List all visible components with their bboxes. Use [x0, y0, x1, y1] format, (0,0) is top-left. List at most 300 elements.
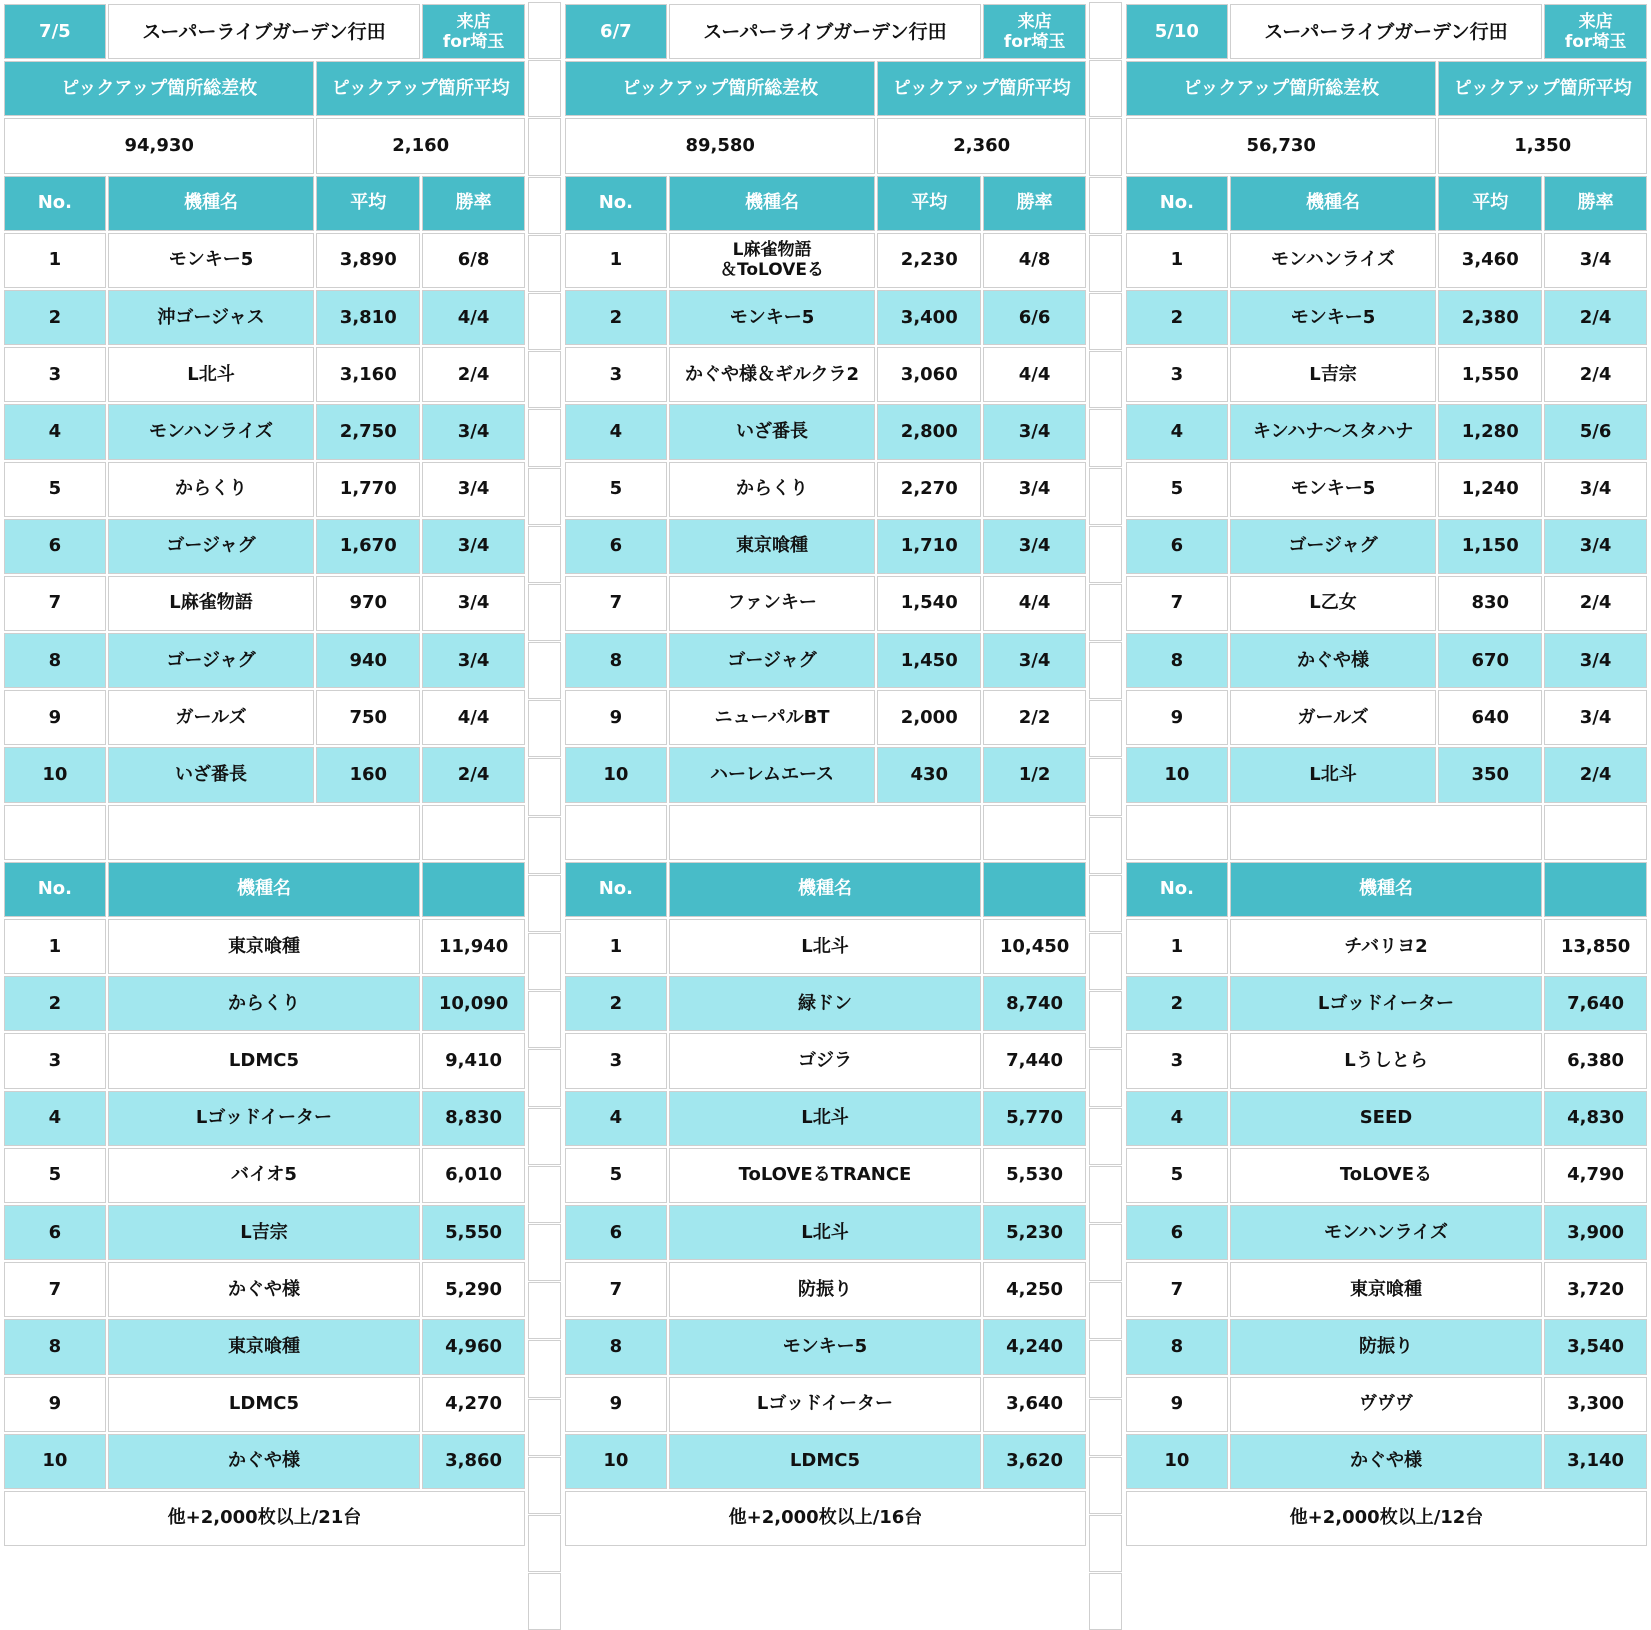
rank-number: 4: [4, 1091, 106, 1146]
col-no-header: No.: [565, 862, 667, 917]
report-panel-2: [563, 2, 1088, 1548]
top-machine-row: [1126, 1148, 1647, 1203]
separator-cell: [528, 1457, 561, 1514]
summary-value-row: [1126, 118, 1647, 173]
average-value: 970: [316, 576, 420, 631]
footer-row: [4, 1491, 525, 1546]
machine-name: かぐや様＆ギルクラ2: [669, 347, 876, 402]
win-rate: 3/4: [422, 633, 525, 688]
average-value: 2,800: [877, 404, 981, 459]
col-name-header: 機種名: [669, 862, 981, 917]
separator-cell: [528, 235, 561, 292]
machine-name: L吉宗: [1230, 347, 1437, 402]
empty-cell: [108, 805, 420, 860]
empty-cell: [1126, 805, 1228, 860]
machine-name: ゴジラ: [669, 1033, 981, 1088]
summary-label-row: [4, 61, 525, 116]
separator-cell: [528, 293, 561, 350]
payout-value: 3,140: [1544, 1434, 1647, 1489]
col-name-header: 機種名: [669, 176, 876, 231]
payout-value: 9,410: [422, 1033, 525, 1088]
event-line-1: 来店: [1017, 11, 1052, 32]
rank-number: 10: [4, 1434, 106, 1489]
win-rate: 2/4: [1544, 290, 1647, 345]
average-value: 430: [877, 747, 981, 802]
machine-name: ToLOVEる: [1230, 1148, 1542, 1203]
event-badge: [983, 4, 1086, 59]
average-value: 1,540: [877, 576, 981, 631]
payout-value: 3,720: [1544, 1262, 1647, 1317]
summary-label-row: [1126, 61, 1647, 116]
rank-number: 9: [4, 690, 106, 745]
ranking-row: [565, 347, 1086, 402]
machine-name: ニューパルBT: [669, 690, 876, 745]
payout-value: 3,540: [1544, 1319, 1647, 1374]
date-cell: 5/10: [1126, 4, 1228, 59]
rank-number: 8: [4, 1319, 106, 1374]
report-table: [1124, 2, 1649, 1548]
payout-value: 4,240: [983, 1319, 1086, 1374]
summary-value-row: [4, 118, 525, 173]
payout-value: 6,010: [422, 1148, 525, 1203]
top-machine-row: [1126, 1205, 1647, 1260]
average-value: 670: [1438, 633, 1542, 688]
ranking-row: [1126, 519, 1647, 574]
top-machine-row: [4, 1434, 525, 1489]
ranking-row: [565, 233, 1086, 288]
average-value: 3,160: [316, 347, 420, 402]
separator-cell: [528, 409, 561, 466]
separator-cell: [1089, 1224, 1122, 1281]
top-machine-row: [4, 1033, 525, 1088]
date-cell: 7/5: [4, 4, 106, 59]
separator-cell: [1089, 817, 1122, 874]
payout-value: 4,830: [1544, 1091, 1647, 1146]
machine-name: L北斗: [669, 919, 981, 974]
ranking-row: [1126, 633, 1647, 688]
machine-name: ゴージャグ: [1230, 519, 1437, 574]
rank-number: 6: [1126, 519, 1228, 574]
machine-name: L麻雀物語: [108, 576, 315, 631]
payout-value: 5,530: [983, 1148, 1086, 1203]
ranking-row: [4, 519, 525, 574]
win-rate: 3/4: [1544, 633, 1647, 688]
machine-name: チバリヨ2: [1230, 919, 1542, 974]
win-rate: 3/4: [1544, 519, 1647, 574]
rank-number: 4: [565, 1091, 667, 1146]
average-value: 3,060: [877, 347, 981, 402]
event-line-2: for埼玉: [1564, 31, 1627, 52]
empty-cell: [1230, 805, 1542, 860]
top-header-row: [1126, 862, 1647, 917]
machine-name: 東京喰種: [669, 519, 876, 574]
ranking-row: [565, 404, 1086, 459]
top-machine-row: [1126, 1033, 1647, 1088]
rank-number: 5: [4, 1148, 106, 1203]
average-value: 940: [316, 633, 420, 688]
header-row: [565, 4, 1086, 59]
machine-name: Lゴッドイーター: [669, 1377, 981, 1432]
rank-number: 8: [1126, 633, 1228, 688]
machine-name: Lうしとら: [1230, 1033, 1542, 1088]
col-avg-header: 平均: [316, 176, 420, 231]
top-header-row: [565, 862, 1086, 917]
empty-cell: [4, 805, 106, 860]
ranking-header-row: [565, 176, 1086, 231]
rank-number: 4: [1126, 404, 1228, 459]
separator-cell: [1089, 991, 1122, 1048]
separator-cell: [528, 1573, 561, 1630]
separator-cell: [1089, 642, 1122, 699]
average-value: 1,150: [1438, 519, 1542, 574]
rank-number: 10: [565, 747, 667, 802]
rank-number: 6: [1126, 1205, 1228, 1260]
footer-note: 他+2,000枚以上/21台: [4, 1491, 525, 1546]
separator-cell: [528, 118, 561, 175]
separator-cell: [528, 1166, 561, 1223]
machine-name: ToLOVEるTRANCE: [669, 1148, 981, 1203]
average-value: 2,380: [1438, 290, 1542, 345]
separator-cell: [1089, 60, 1122, 117]
machine-name: 東京喰種: [108, 919, 420, 974]
machine-name: ファンキー: [669, 576, 876, 631]
win-rate: 3/4: [422, 576, 525, 631]
separator-cell: [1089, 526, 1122, 583]
payout-value: 3,620: [983, 1434, 1086, 1489]
machine-name: かぐや様: [108, 1434, 420, 1489]
report-panel-3: [1124, 2, 1649, 1548]
store-name: スーパーライブガーデン行田: [108, 4, 420, 59]
win-rate: 3/4: [1544, 233, 1647, 288]
col-no-header: No.: [565, 176, 667, 231]
separator-cell: [528, 991, 561, 1048]
store-name: スーパーライブガーデン行田: [1230, 4, 1542, 59]
win-rate: 4/4: [422, 290, 525, 345]
ranking-header-row: [4, 176, 525, 231]
separator-cell: [1089, 1049, 1122, 1106]
machine-name: LDMC5: [108, 1377, 420, 1432]
ranking-header-row: [1126, 176, 1647, 231]
win-rate: 2/4: [1544, 576, 1647, 631]
machine-name: からくり: [108, 976, 420, 1031]
win-rate: 3/4: [422, 462, 525, 517]
ranking-row: [565, 290, 1086, 345]
rank-number: 2: [1126, 290, 1228, 345]
empty-cell: [983, 805, 1086, 860]
separator-cell: [528, 60, 561, 117]
rank-number: 1: [4, 919, 106, 974]
top-machine-row: [1126, 1262, 1647, 1317]
spacer-row: [1126, 805, 1647, 860]
rank-number: 8: [1126, 1319, 1228, 1374]
rank-number: 5: [1126, 462, 1228, 517]
win-rate: 2/4: [1544, 747, 1647, 802]
separator-cell: [528, 875, 561, 932]
machine-name: かぐや様: [1230, 633, 1437, 688]
rank-number: 9: [1126, 1377, 1228, 1432]
pickup-total-value: 89,580: [565, 118, 875, 173]
rank-number: 7: [4, 576, 106, 631]
machine-name: モンハンライズ: [1230, 233, 1437, 288]
separator-cell: [1089, 1166, 1122, 1223]
rank-number: 3: [4, 347, 106, 402]
ranking-row: [4, 233, 525, 288]
machine-name: Lゴッドイーター: [1230, 976, 1542, 1031]
average-value: 640: [1438, 690, 1542, 745]
col-name-header: 機種名: [1230, 176, 1437, 231]
machine-name: L乙女: [1230, 576, 1437, 631]
footer-row: [565, 1491, 1086, 1546]
col-win-header: 勝率: [983, 176, 1086, 231]
ranking-row: [4, 462, 525, 517]
separator-cell: [1089, 351, 1122, 408]
ranking-row: [565, 747, 1086, 802]
header-row: [1126, 4, 1647, 59]
rank-number: 8: [565, 1319, 667, 1374]
average-value: 1,670: [316, 519, 420, 574]
payout-value: 13,850: [1544, 919, 1647, 974]
ranking-row: [1126, 462, 1647, 517]
pickup-average-label: ピックアップ箇所平均: [1438, 61, 1647, 116]
machine-name: L北斗: [1230, 747, 1437, 802]
ranking-row: [565, 633, 1086, 688]
win-rate: 6/8: [422, 233, 525, 288]
separator-cell: [1089, 118, 1122, 175]
separator-cell: [528, 642, 561, 699]
separator-cell: [1089, 1108, 1122, 1165]
ranking-row: [1126, 347, 1647, 402]
rank-number: 6: [565, 1205, 667, 1260]
rank-number: 9: [4, 1377, 106, 1432]
payout-value: 5,290: [422, 1262, 525, 1317]
separator-cell: [528, 351, 561, 408]
ranking-row: [1126, 290, 1647, 345]
separator-cell: [1089, 177, 1122, 234]
rank-number: 8: [4, 633, 106, 688]
rank-number: 5: [4, 462, 106, 517]
pickup-total-value: 56,730: [1126, 118, 1436, 173]
average-value: 2,270: [877, 462, 981, 517]
separator-cell: [1089, 293, 1122, 350]
separator-cell: [528, 1399, 561, 1456]
ranking-row: [4, 290, 525, 345]
win-rate: 5/6: [1544, 404, 1647, 459]
average-value: 3,810: [316, 290, 420, 345]
separator-cell: [528, 933, 561, 990]
payout-value: 11,940: [422, 919, 525, 974]
machine-name: L吉宗: [108, 1205, 420, 1260]
average-value: 160: [316, 747, 420, 802]
separator-cell: [528, 584, 561, 641]
pickup-average-value: 2,160: [316, 118, 525, 173]
machine-name: かぐや様: [108, 1262, 420, 1317]
rank-number: 6: [4, 1205, 106, 1260]
average-value: 1,240: [1438, 462, 1542, 517]
rank-number: 6: [565, 519, 667, 574]
top-machine-row: [1126, 976, 1647, 1031]
top-machine-row: [565, 1033, 1086, 1088]
machine-name: いざ番長: [108, 747, 315, 802]
rank-number: 2: [565, 290, 667, 345]
payout-value: 5,770: [983, 1091, 1086, 1146]
pickup-average-label: ピックアップ箇所平均: [877, 61, 1086, 116]
win-rate: 4/4: [983, 347, 1086, 402]
average-value: 2,230: [877, 233, 981, 288]
payout-value: 5,550: [422, 1205, 525, 1260]
rank-number: 8: [565, 633, 667, 688]
machine-name: L北斗: [669, 1091, 981, 1146]
rank-number: 3: [1126, 347, 1228, 402]
footer-note: 他+2,000枚以上/12台: [1126, 1491, 1647, 1546]
machine-name: モンキー5: [1230, 462, 1437, 517]
win-rate: 2/4: [422, 747, 525, 802]
payout-value: 10,450: [983, 919, 1086, 974]
rank-number: 9: [565, 690, 667, 745]
rank-number: 2: [4, 976, 106, 1031]
report-table: [2, 2, 527, 1548]
win-rate: 2/4: [1544, 347, 1647, 402]
top-machine-row: [565, 1205, 1086, 1260]
win-rate: 3/4: [422, 519, 525, 574]
average-value: 350: [1438, 747, 1542, 802]
separator-cell: [528, 2, 561, 59]
payout-value: 8,830: [422, 1091, 525, 1146]
separator-cell: [1089, 758, 1122, 815]
win-rate: 2/4: [422, 347, 525, 402]
average-value: 2,000: [877, 690, 981, 745]
top-machine-row: [565, 919, 1086, 974]
footer-note: 他+2,000枚以上/16台: [565, 1491, 1086, 1546]
machine-name: キンハナ～スタハナ: [1230, 404, 1437, 459]
rank-number: 1: [1126, 233, 1228, 288]
top-machine-row: [565, 1262, 1086, 1317]
event-line-1: 来店: [456, 11, 491, 32]
ranking-row: [1126, 576, 1647, 631]
rank-number: 1: [4, 233, 106, 288]
col-no-header: No.: [4, 862, 106, 917]
rank-number: 10: [4, 747, 106, 802]
pickup-total-label: ピックアップ箇所総差枚: [565, 61, 875, 116]
separator-cell: [1089, 1282, 1122, 1339]
payout-value: 7,640: [1544, 976, 1647, 1031]
rank-number: 2: [565, 976, 667, 1031]
rank-number: 2: [1126, 976, 1228, 1031]
average-value: 2,750: [316, 404, 420, 459]
rank-number: 10: [1126, 747, 1228, 802]
separator-cell: [1089, 1573, 1122, 1630]
rank-number: 4: [565, 404, 667, 459]
ranking-row: [1126, 747, 1647, 802]
col-value-header: [1544, 862, 1647, 917]
separator-cell: [528, 1340, 561, 1397]
separator-cell: [1089, 700, 1122, 757]
pickup-total-value: 94,930: [4, 118, 314, 173]
machine-name: バイオ5: [108, 1148, 420, 1203]
event-badge: [422, 4, 525, 59]
separator-cell: [1089, 2, 1122, 59]
rank-number: 9: [565, 1377, 667, 1432]
top-header-row: [4, 862, 525, 917]
panel-separator: [528, 2, 561, 1603]
payout-value: 10,090: [422, 976, 525, 1031]
panel-separator: [1089, 2, 1122, 1603]
average-value: 1,280: [1438, 404, 1542, 459]
top-machine-row: [565, 976, 1086, 1031]
ranking-row: [565, 690, 1086, 745]
top-machine-row: [565, 1434, 1086, 1489]
win-rate: 3/4: [1544, 462, 1647, 517]
top-machine-row: [4, 1262, 525, 1317]
win-rate: 4/8: [983, 233, 1086, 288]
separator-cell: [528, 468, 561, 525]
col-name-header: 機種名: [1230, 862, 1542, 917]
win-rate: 3/4: [983, 519, 1086, 574]
rank-number: 5: [1126, 1148, 1228, 1203]
col-win-header: 勝率: [422, 176, 525, 231]
separator-cell: [1089, 468, 1122, 525]
machine-name: 東京喰種: [108, 1319, 420, 1374]
spacer-row: [4, 805, 525, 860]
average-value: 830: [1438, 576, 1542, 631]
machine-name: からくり: [669, 462, 876, 517]
top-machine-row: [565, 1091, 1086, 1146]
machine-name: からくり: [108, 462, 315, 517]
separator-cell: [528, 1515, 561, 1572]
separator-cell: [1089, 409, 1122, 466]
machine-name: モンキー5: [1230, 290, 1437, 345]
top-machine-row: [4, 1205, 525, 1260]
average-value: 1,550: [1438, 347, 1542, 402]
machine-name: モンキー5: [669, 290, 876, 345]
win-rate: 2/2: [983, 690, 1086, 745]
rank-number: 4: [1126, 1091, 1228, 1146]
machine-name: いざ番長: [669, 404, 876, 459]
win-rate: 3/4: [422, 404, 525, 459]
separator-cell: [528, 1108, 561, 1165]
rank-number: 4: [4, 404, 106, 459]
report-table: [563, 2, 1088, 1548]
event-line-2: for埼玉: [1003, 31, 1066, 52]
summary-value-row: [565, 118, 1086, 173]
top-machine-row: [1126, 1091, 1647, 1146]
machine-name: モンハンライズ: [108, 404, 315, 459]
separator-cell: [528, 1224, 561, 1281]
spacer-row: [565, 805, 1086, 860]
separator-cell: [528, 177, 561, 234]
top-machine-row: [565, 1319, 1086, 1374]
col-name-header: 機種名: [108, 862, 420, 917]
pickup-average-value: 1,350: [1438, 118, 1647, 173]
pickup-total-label: ピックアップ箇所総差枚: [4, 61, 314, 116]
col-avg-header: 平均: [877, 176, 981, 231]
win-rate: 3/4: [983, 633, 1086, 688]
col-no-header: No.: [4, 176, 106, 231]
average-value: 1,450: [877, 633, 981, 688]
header-row: [4, 4, 525, 59]
event-line-1: 来店: [1578, 11, 1613, 32]
separator-cell: [528, 1049, 561, 1106]
footer-row: [1126, 1491, 1647, 1546]
machine-name: かぐや様: [1230, 1434, 1542, 1489]
machine-name: Lゴッドイーター: [108, 1091, 420, 1146]
ranking-row: [4, 747, 525, 802]
payout-value: 4,790: [1544, 1148, 1647, 1203]
payout-value: 3,300: [1544, 1377, 1647, 1432]
rank-number: 10: [1126, 1434, 1228, 1489]
col-name-header: 機種名: [108, 176, 315, 231]
win-rate: 4/4: [983, 576, 1086, 631]
ranking-row: [4, 404, 525, 459]
